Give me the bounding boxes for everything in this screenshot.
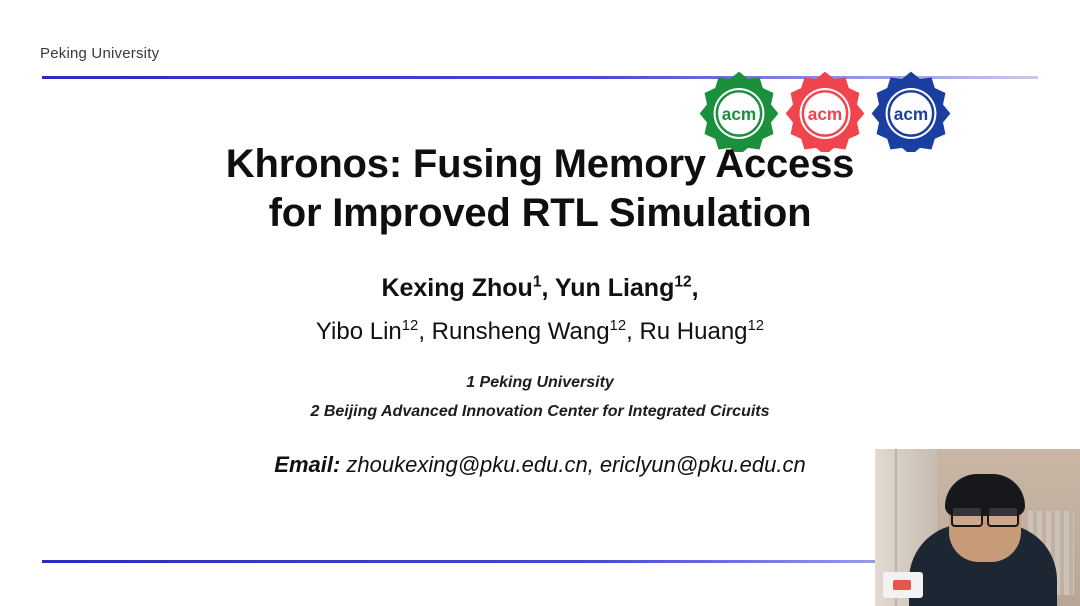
presenter-webcam-overlay[interactable] [875, 449, 1080, 606]
author-name-1: Kexing Zhou [381, 274, 533, 302]
author-sep-3: , [418, 318, 432, 345]
slide-title [0, 140, 1080, 238]
author-name-2: Yun Liang [554, 274, 675, 302]
author-sup-1: 1 [532, 273, 542, 291]
author-line-primary [0, 274, 1080, 303]
email-addresses: zhoukexing@pku.edu.cn, ericlyun@pku.edu.cn [340, 452, 806, 477]
glasses-lens-right [987, 506, 1019, 527]
acm-badge-text-2: acm [807, 104, 843, 125]
author-sup-4: 12 [609, 318, 627, 334]
author-sep-1: , [541, 274, 555, 302]
slide-title-line-1: Khronos: Fusing Memory Access [225, 142, 855, 186]
acm-badge-text-3: acm [893, 104, 929, 125]
author-sep-2: , [691, 274, 699, 302]
author-name-3: Yibo Lin [315, 318, 402, 345]
author-sep-4: , [626, 318, 640, 345]
author-sup-5: 12 [747, 318, 765, 334]
email-label: Email: [274, 452, 341, 477]
author-sup-3: 12 [401, 318, 419, 334]
slide-title-line-2: for Improved RTL Simulation [268, 190, 812, 235]
author-line-secondary [0, 318, 1080, 346]
affiliation-footnote-1: 1 Peking University [466, 374, 614, 391]
slide-affiliation-header: Peking University [40, 45, 160, 62]
affiliation-footnote-2: 2 Beijing Advanced Innovation Center for Integrated Circuits [310, 403, 770, 420]
glasses-lens-left [951, 506, 983, 527]
acm-badge-text-1: acm [721, 104, 757, 125]
webcam-desk-object [883, 572, 923, 598]
author-sup-2: 12 [674, 273, 692, 291]
author-name-5: Ru Huang [639, 318, 748, 345]
author-name-4: Runsheng Wang [431, 318, 610, 345]
presenter-glasses-icon [949, 506, 1021, 524]
